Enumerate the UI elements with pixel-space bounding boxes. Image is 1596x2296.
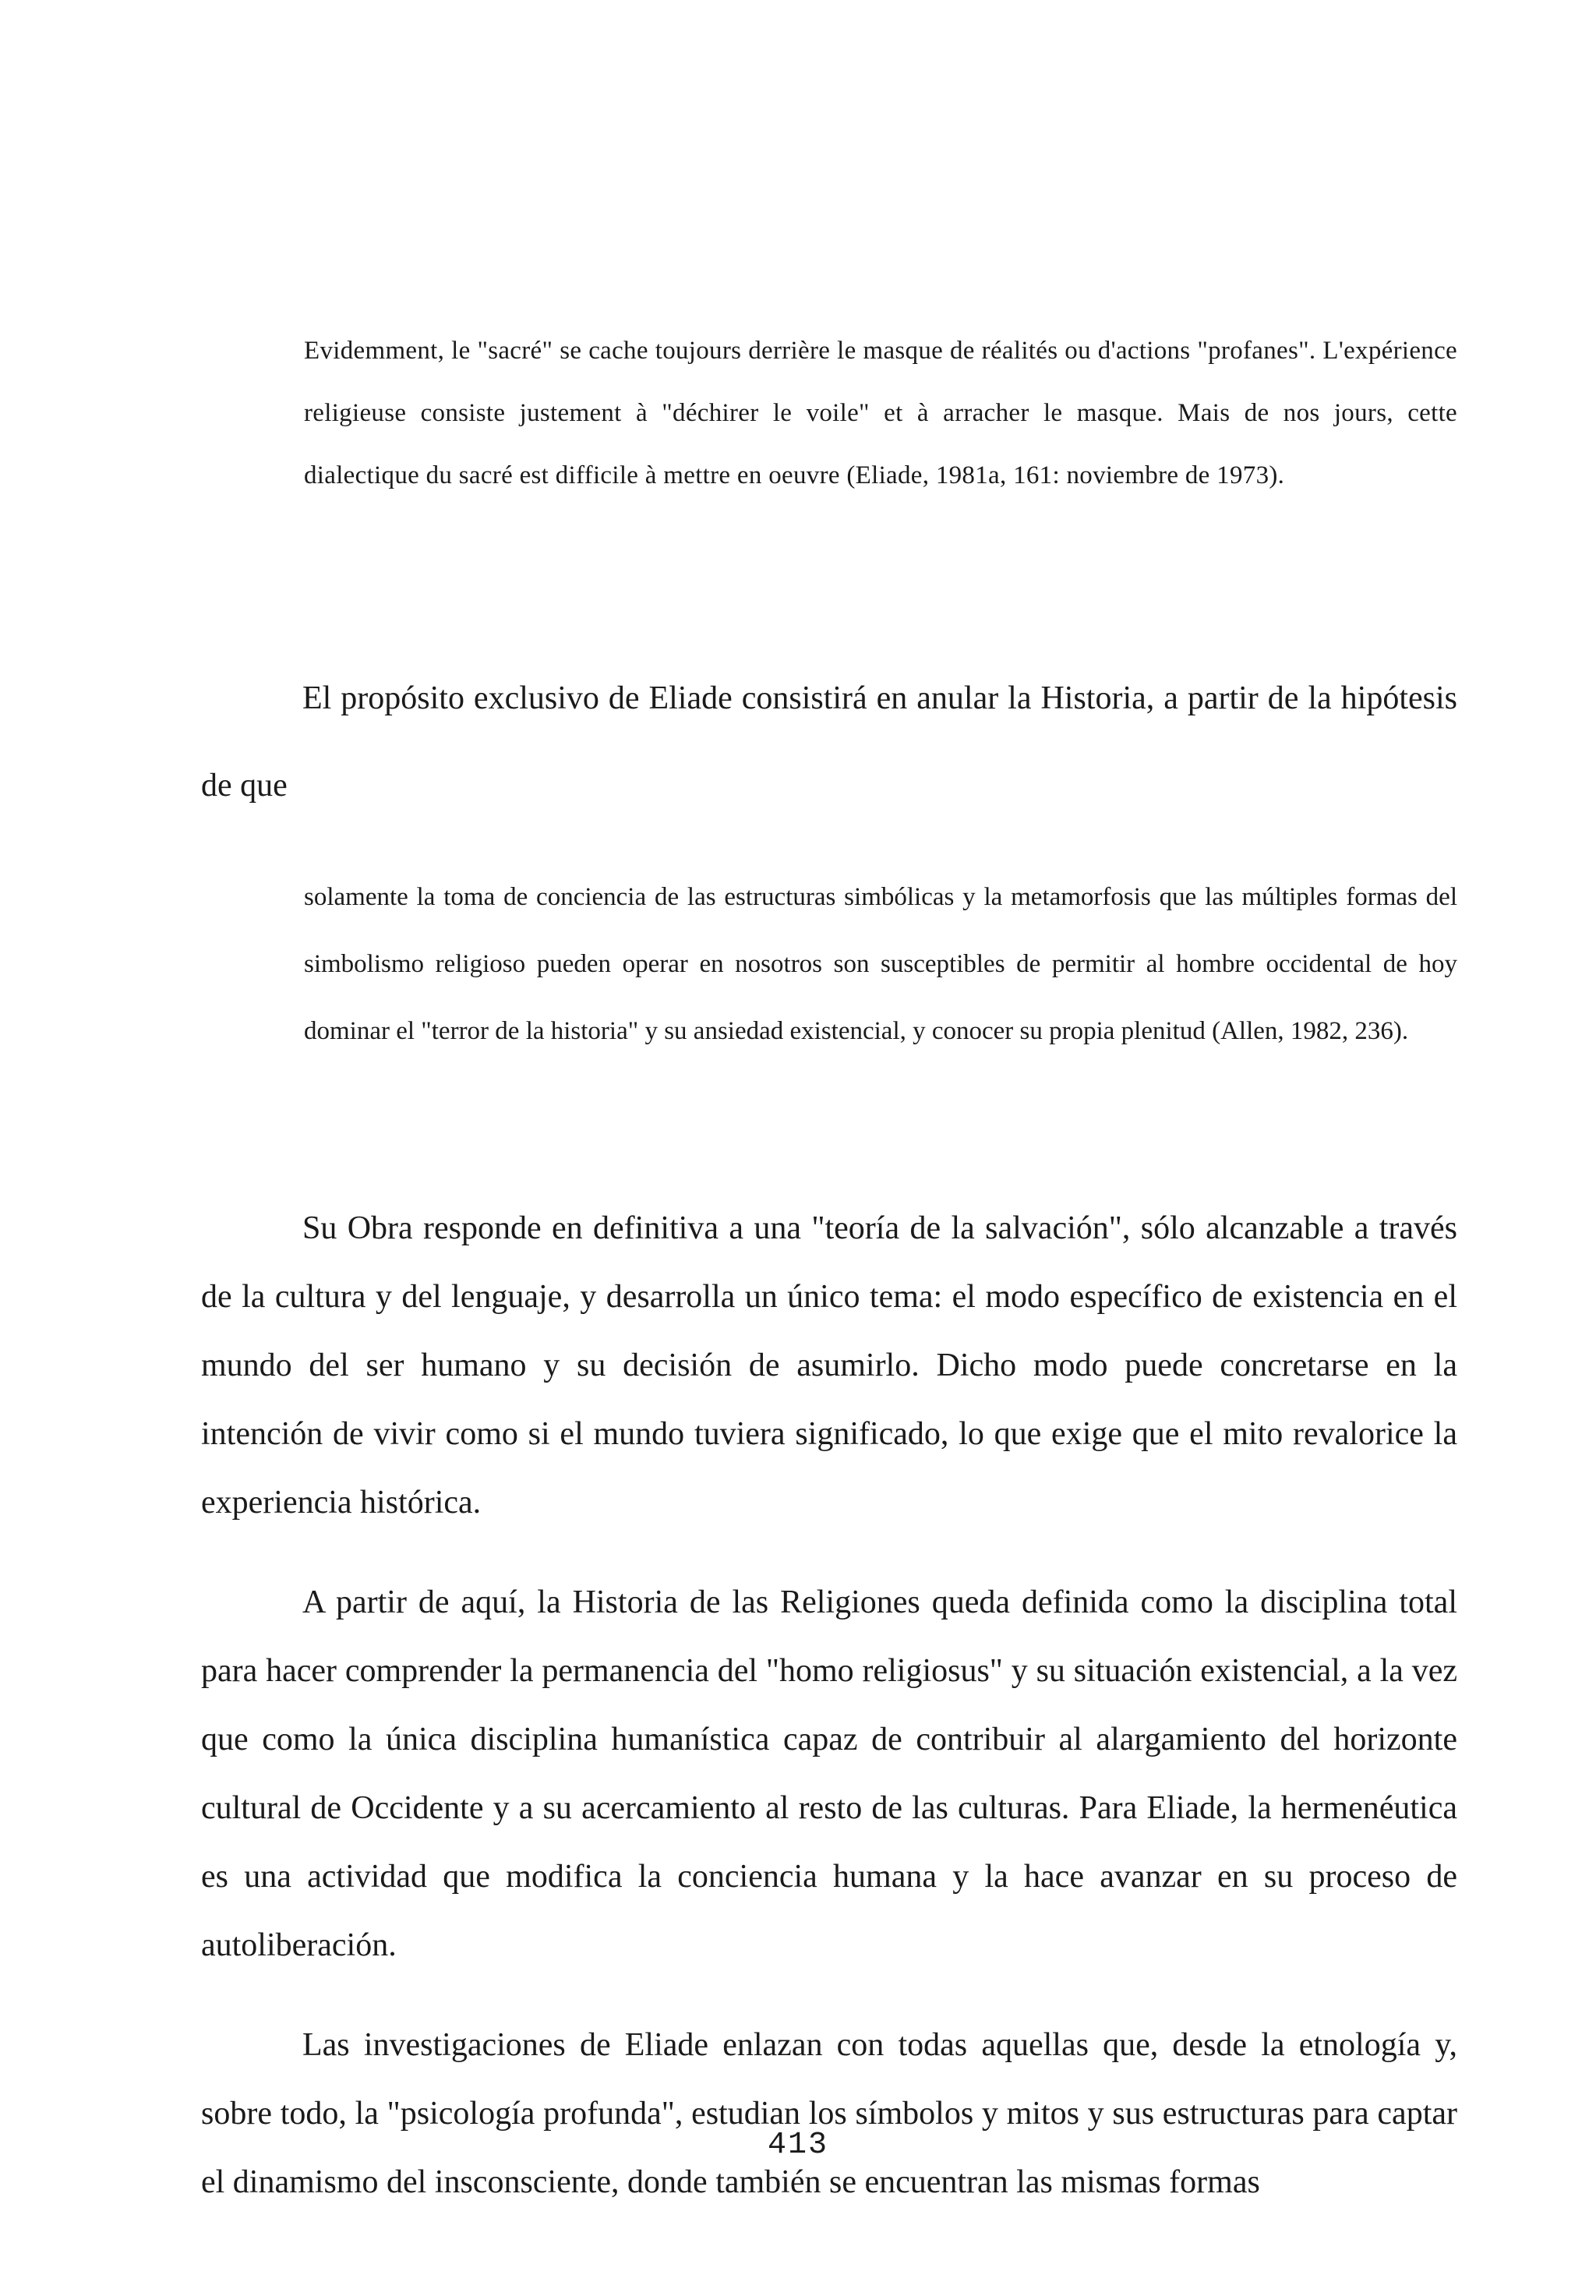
block-quote-french: Evidemment, le "sacré" se cache toujours derrière le masque de réalités ou d'actions "profanes". L'expérience religieuse consiste justement à "déchirer le voile" et à arracher le masque. Mais de nos jours, cette dialectique du sacré est difficile à mettre en oeuvre (Eliade, 1981a, 161: noviembre de 1973). [304, 337, 1457, 489]
body-paragraphs [201, 1194, 1457, 2217]
intro-paragraph: El propósito exclusivo de Eliade consistirá en anular la Historia, a partir de la hipótesis de que [201, 680, 1457, 804]
body-paragraph: Las investigaciones de Eliade enlazan con todas aquellas que, desde la etnología y, sobre todo, la "psicología profunda", estudian los símbolos y mitos y sus estructuras para captar el dinamismo del insconsciente, donde también se encuentran las mismas formas [201, 2027, 1457, 2200]
page-number: 413 [767, 2128, 828, 2163]
body-paragraph: Su Obra responde en definitiva a una "teoría de la salvación", sólo alcanzable a través de la cultura y del lenguaje, y desarrolla un único tema: el modo específico de existencia en el mundo del ser humano y su decisión de asumirlo. Dicho modo puede concretarse en la intención de vivir como si el mundo tuviera significado, lo que exige que el mito revalorice la experiencia histórica. [201, 1210, 1457, 1521]
body-paragraph: A partir de aquí, la Historia de las Religiones queda definida como la disciplina total para hacer comprender la permanencia del "homo religiosus" y su situación existencial, a la vez que como la única disciplina humanística capaz de contribuir al alargamiento del horizonte cultural de Occidente y a su acercamiento al resto de las culturas. Para Eliade, la hermenéutica es una actividad que modifica la conciencia humana y la hace avanzar en su proceso de autoliberación. [201, 1584, 1457, 1963]
intro-paragraph-container [201, 655, 1457, 829]
block-quote-spanish: solamente la toma de conciencia de las estructuras simbólicas y la metamorfosis que las múltiples formas del simbolismo religioso pueden operar en nosotros son susceptibles de permitir al hombre occidental de hoy dominar el "terror de la historia" y su ansiedad existencial, y conocer su propia plenitud (Allen, 1982, 236). [304, 883, 1457, 1045]
